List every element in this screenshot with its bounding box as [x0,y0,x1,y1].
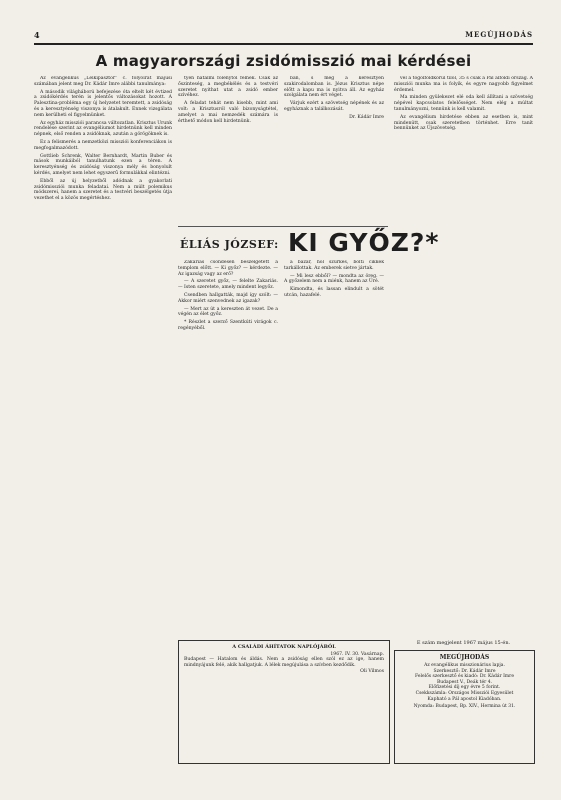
page-number: 4 [34,30,40,40]
story-paragraph: — A szeretet győz, — felelte Zakariás. — Isten szeretete, amely mindent legyőz. [178,279,278,291]
imprint-heading: MEGÚJHODÁS [439,654,490,661]
article-paragraph: tyén hatalmi fölénytől félnek. Csak az őszinteség, a megbékélés és a testvéri szeretet nyithat utat a zsidó ember szívéhez. [178,76,278,99]
story-paragraph: Csendben hallgatták, majd így szólt: — Akkor miért szenvednek az igazak? [178,292,278,304]
devotion-heading: A CSALÁDI ÁHÍTATOK NAPLÓJÁBÓL [232,644,336,650]
story-paragraph: Zakariás csöndesen beszélgetett a templom előtt. — Ki győz? — kérdezte. — Az igazság vagy az erő? [178,260,278,277]
story-column-1 [178,260,278,630]
article-column-1 [34,76,172,784]
article-paragraph: A feladat tehát nem kisebb, mint ami volt: a Krisztusról való bizonyságtétel, amelyet a mai nemzedék számára is érthető módon kell hirdetnünk. [178,101,278,124]
imprint-line: Előfizetési díj egy évre 5 forint. [428,685,501,691]
imprint-footer: Nyomda: Budapest, Bp. XIV., Hermina út 31. [413,704,516,710]
article-column-3 [284,76,384,224]
imprint-line: Csekkszámla: Országos Missziói Egyesület [415,690,514,696]
story-author: ÉLIÁS JÓZSEF: [180,238,279,251]
story-title: KI GYŐZ?* [288,228,440,257]
article-paragraph: Ebből az új helyzetből adódnak a gyakorlati zsidómissziói munka feladatai. Nem a múlt polemikus módszerei, hanem a szeretet és a testvéri beszélgetés útja vezethet el a közös megértéshez. [34,178,172,202]
article-paragraph: ban, s még a keresztyén szakirodalomban is. Jézus Krisztus népe előtt a kapu ma is nyitva áll. Az egyház szolgálata nem ért véget. [284,76,384,99]
article-title: A magyarországi zsidómisszió mai kérdései [95,52,472,70]
devotion-text: Budapest — Hatalom és áldás. Nem a zsidóság ellen szól ez az ige, hanem mindnyájunk felé, akik hallgatjuk. A lélek megújulása a szívben kezdődik. [184,657,384,668]
section-divider [178,226,388,227]
story-paragraph: — Mert az út a kereszten át vezet. De a végén az élet győz. [178,306,278,318]
article-column-4 [394,76,533,636]
story-paragraph: — Mi lesz ebből? — mondta az öreg. — A győzelem nem a miénk, hanem az Úré. [284,273,384,285]
imprint-line: Az evangélikus misszionárius lapja. [424,663,505,668]
article-signature: Dr. Kádár Imre [349,114,384,120]
story-paragraph: a bazár, hol szürkés, bolti cikkek tarkállottak. Az emberek sietve jártak. [284,260,384,271]
issue-date-note: E szám megjelent 1967 május 15-én. [416,640,511,646]
article-paragraph: vel a togolfoldkorul tilol, 35 s csak a Pál alföldi ország. A missziói munka ma is folyik, és egyre nagyobb figyelmet érdemel. [394,76,533,93]
article-column-2 [178,76,278,224]
article-paragraph: Az evangélikus „Lelkipásztor” c. folyóirat májusi számában jelent meg Dr. Kádár Imre alábbi tanulmánya: [34,76,172,87]
devotion-date: 1967. IV. 30. Vasárnap. [330,652,384,657]
imprint-box [394,650,535,764]
paper-name: MEGÚJHODÁS [465,30,533,39]
story-footnote: * Részlet a szerző Szentkúti virágok c. regényéből. [178,320,278,331]
page-header [34,30,533,42]
article-paragraph: Gottlieb Schrenk, Walter Bernhardt, Martin Buber és mások munkáiból tanulhatunk ezen a téren. A keresztyénség és zsidóság viszonya mély és bonyolult kérdés, amelyet nem lehet egyszerű formulákkal elintézni. [34,153,172,176]
header-rule [34,43,533,45]
imprint-line: Kapható a Pál apostol Kiadóban. [427,696,502,702]
imprint-line: Szerkesztő: Dr. Kádár Imre [433,668,496,674]
article-paragraph: Ez a felismerés a nemzetközi missziói konferenciákon is megfogalmazódott. [34,139,172,151]
devotion-signature: Oli Vilmos [360,668,384,674]
article-paragraph: Ma minden gyülekezet elé oda kell állítani a szövetség népével kapcsolatos felelősséget. Nem elég a múltat tanulmányozni, tennünk is kell valamit. [394,95,533,112]
article-paragraph: Az egyház missziói parancsa változatlan. Krisztus Urunk rendelése szerint az evangéliumot hirdetnünk kell minden népnek, első renden a zsidóknak, azután a görögöknek is. [34,120,172,138]
story-column-2 [284,260,384,630]
daily-devotion-box [178,640,390,764]
imprint-line: Budapest V., Deák tér 4. [436,679,493,685]
imprint-line: Felelős szerkesztő és kiadó: Dr. Kádár Imre [414,674,514,680]
article-paragraph: Az evangélium hirdetése ebben az esetben is, mint mindenütt, csak szeretetben történhet. Erre tanít bennünket az Újszövetség. [394,114,533,132]
article-paragraph: A második világháború befejezése óta eltelt két évtized a zsidókérdés terén is jelentős változásokat hozott. A Palesztina-probléma egy új helyzetet teremtett, a zsidóság és a keresztyénség viszonya is átalakult. Ennek vizsgálata nem kerülheti el figyelmünket. [34,89,172,118]
article-paragraph: Várjuk ezért a szövetség népének és az egyháznak a találkozását. [284,101,384,112]
story-paragraph: Kimondta, és lassan elindult a sötét utcán, hazafelé. [284,287,384,298]
